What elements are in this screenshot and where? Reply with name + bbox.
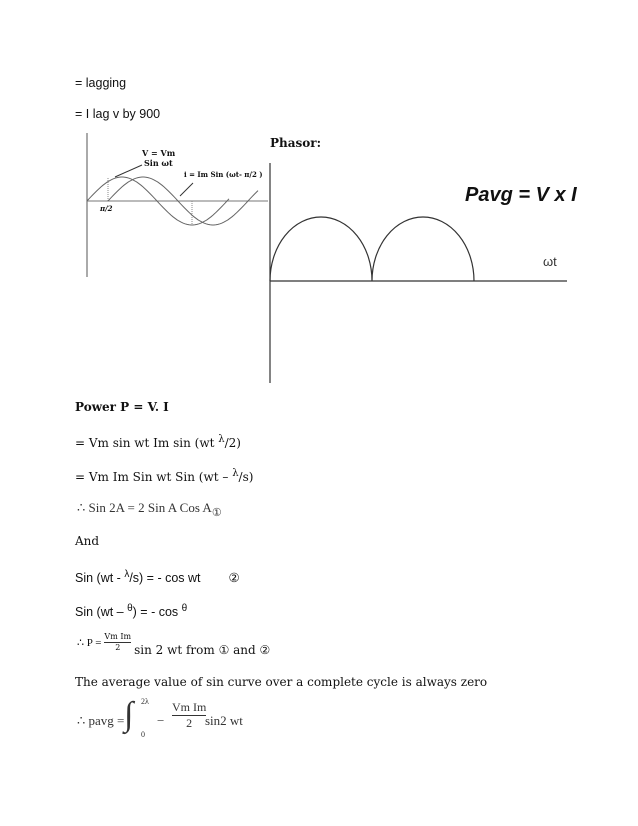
- power-humps: [270, 217, 474, 281]
- phasor-heading: Phasor:: [270, 136, 322, 150]
- eq7-lower: 0: [141, 730, 145, 739]
- eq5-mid: ) = - cos: [132, 605, 182, 619]
- eq7-den: 2: [186, 716, 193, 730]
- eq4-mark: ②: [228, 571, 240, 585]
- eq7-tail: sin2 wt: [205, 713, 243, 728]
- v-label-2: Sin ωt: [144, 158, 173, 168]
- text-lagging: = lagging: [75, 76, 127, 90]
- eq6-prefix: ∴ P =: [77, 637, 102, 649]
- eq4-tail: /s) = - cos wt: [129, 571, 201, 585]
- equation-5: [75, 603, 187, 619]
- eq5-text: Sin (wt –: [75, 605, 128, 619]
- eq4-text: Sin (wt -: [75, 571, 125, 585]
- eq3-text: ∴ Sin 2A = 2 Sin A Cos A: [77, 500, 212, 515]
- wt-label: ωt: [543, 254, 557, 269]
- integral-sign: ∫: [124, 696, 134, 733]
- i-label: i = Im Sin (ωt- π/2 ): [184, 170, 263, 179]
- average-statement: The average value of sin curve over a complete cycle is always zero: [75, 675, 488, 689]
- eq6-fraction: [104, 632, 131, 653]
- minus-sign: −: [157, 713, 165, 728]
- pi2-label: π/2: [100, 204, 113, 213]
- eq1-text: = Vm sin wt Im sin (wt: [75, 436, 219, 450]
- eq5-theta: θ: [127, 603, 133, 614]
- eq1-lambda: λ: [218, 434, 225, 445]
- eq7-fraction: [172, 700, 206, 731]
- text-and: And: [75, 534, 100, 548]
- eq2-tail: /s): [238, 470, 254, 484]
- equation-6: [77, 632, 270, 657]
- equation-2: [75, 468, 253, 484]
- eq1-tail: /2): [224, 436, 241, 450]
- eq3-mark: ①: [211, 507, 222, 519]
- eq6-num: Vm Im: [104, 632, 132, 641]
- v-pointer-arrow: [115, 165, 142, 177]
- equation-4: [75, 569, 240, 585]
- eq4-lambda: λ: [124, 569, 130, 580]
- power-heading: Power P = V. I: [75, 400, 169, 414]
- equation-3: [77, 500, 222, 519]
- v-label-1: V = Vm: [142, 148, 176, 158]
- i-pointer-arrow: [180, 183, 193, 196]
- eq6-tail: sin 2 wt from ① and ②: [134, 643, 271, 657]
- equation-1: [75, 434, 241, 450]
- eq7-upper: 2λ: [141, 697, 149, 706]
- eq2-lambda: λ: [232, 468, 239, 479]
- eq5-theta2: θ: [181, 603, 188, 614]
- eq7-num: Vm Im: [172, 700, 207, 714]
- eq2-text: = Vm Im Sin wt Sin (wt –: [75, 470, 233, 484]
- eq6-den: 2: [115, 643, 121, 652]
- eq7-prefix: ∴ pavg =: [77, 713, 125, 728]
- pavg-formula: Pavg = V x I: [465, 184, 577, 206]
- text-i-lag-v: = I lag v by 900: [75, 107, 161, 121]
